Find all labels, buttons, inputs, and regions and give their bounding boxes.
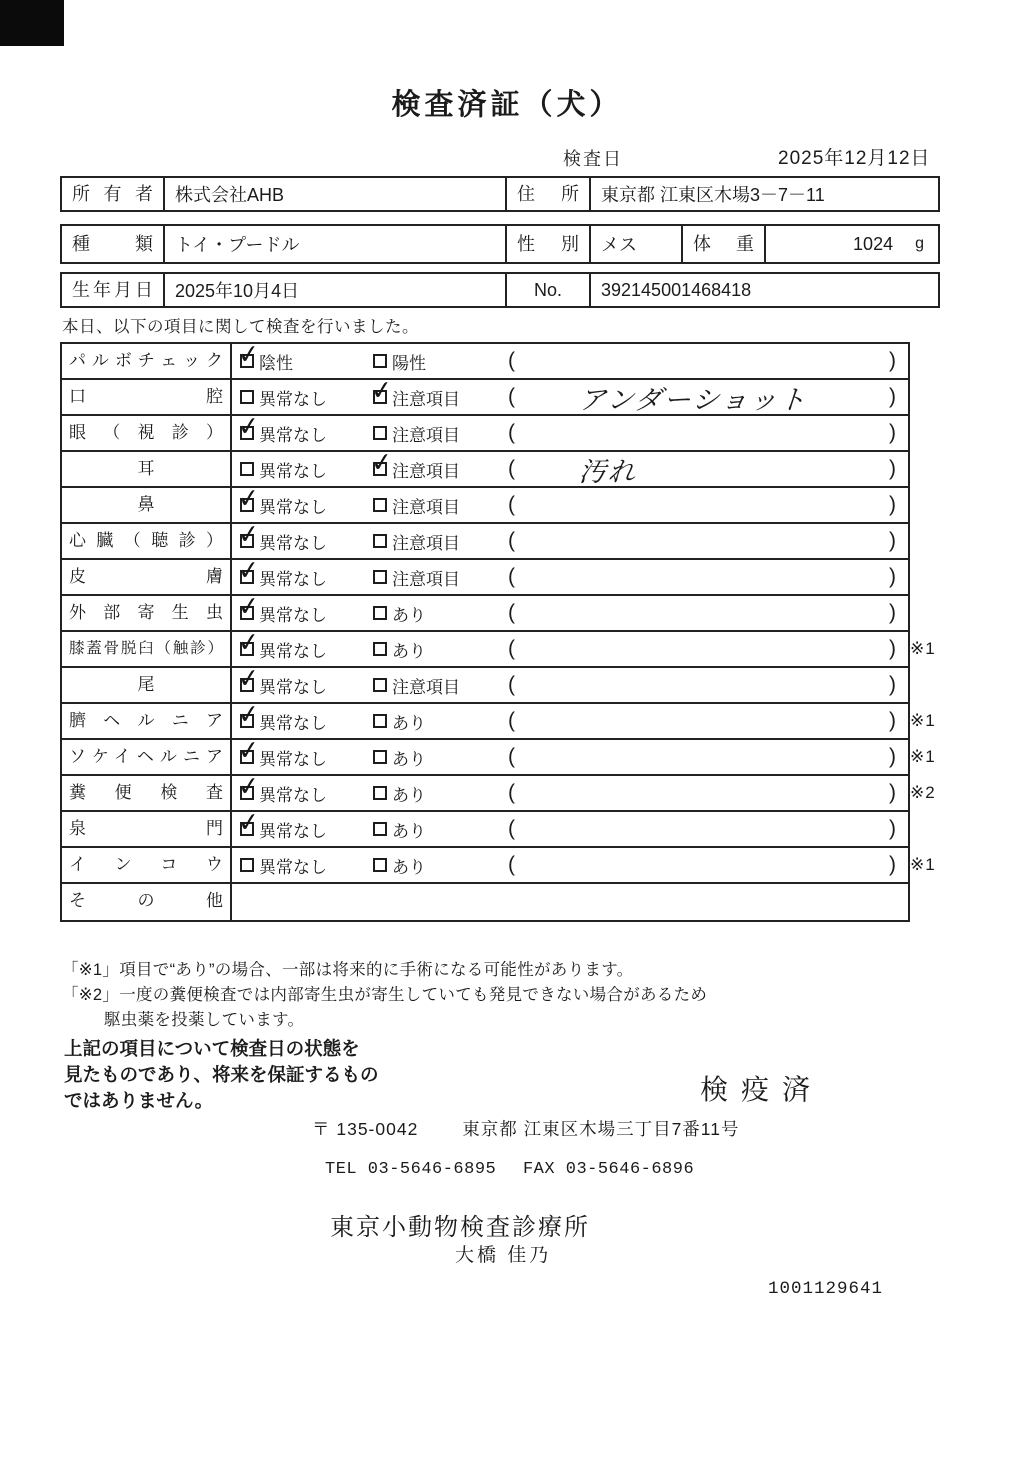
checkbox: [236, 482, 262, 516]
checkmark: ✓: [236, 482, 262, 516]
option-2: 注意項目: [373, 493, 506, 518]
option-1: ✓ 陰性: [236, 338, 293, 373]
paren-close: ): [889, 853, 896, 876]
breed-sex-weight-row: [60, 224, 940, 264]
item-label: 糞便検査: [62, 776, 232, 810]
paren-open: (: [508, 565, 515, 588]
breed-label: 種類: [62, 226, 165, 262]
disclaimer-line-3: ではありません。: [64, 1090, 214, 1111]
clinic-name: 東京小動物検査診療所: [330, 1214, 590, 1241]
weight-label: 体重: [683, 226, 766, 262]
item-label: 皮膚: [62, 560, 232, 594]
sex-value: メス: [591, 226, 683, 262]
checkbox: [373, 426, 387, 440]
paren-open: (: [508, 817, 515, 840]
checkbox: [236, 518, 262, 552]
option-1: ✓ 異常なし: [236, 698, 327, 733]
paren-close: ): [889, 673, 896, 696]
item-label: 口腔: [62, 380, 232, 414]
paren-open: (: [508, 745, 515, 768]
row-options: [232, 848, 908, 882]
item-label: 耳: [62, 452, 232, 486]
tel-number: TEL 03-5646-6895: [325, 1160, 497, 1179]
item-label: 臍ヘルニア: [62, 704, 232, 738]
page-title: 検査済証（犬）: [391, 89, 623, 121]
table-row-nose: [62, 482, 908, 524]
paren-close: ): [889, 349, 896, 372]
birthdate-value: 2025年10月4日: [165, 274, 507, 306]
paren-close: ): [889, 529, 896, 552]
checkbox: [236, 662, 262, 696]
item-label: パルボチェック: [62, 344, 232, 378]
checkbox: [373, 750, 387, 764]
checkmark: ✓: [236, 410, 262, 444]
paren-close: ): [889, 601, 896, 624]
reference-mark: ※1: [910, 711, 936, 730]
scan-corner-artifact: [0, 0, 64, 46]
row-options: [232, 770, 908, 810]
option-2: あり: [373, 781, 506, 806]
intro-text: 本日、以下の項目に関して検査を行いました。: [62, 318, 419, 336]
owner-value: 株式会社AHB: [165, 178, 507, 210]
checkbox: [236, 770, 262, 804]
checkmark: ✓: [236, 806, 262, 840]
option-2: 注意項目: [373, 421, 506, 446]
option-1: ✓ 異常なし: [236, 806, 327, 841]
table-row-external-parasites: [62, 590, 908, 632]
paren-close: ): [889, 565, 896, 588]
option-1: ✓ 異常なし: [236, 554, 327, 589]
item-label: 尾: [62, 668, 232, 702]
disclaimer-line-2: 見たものであり、将来を保証するもの: [64, 1064, 379, 1085]
option-2: あり: [373, 637, 506, 662]
row-options: [232, 518, 908, 558]
checkmark: ✓: [236, 770, 262, 804]
table-row-parvo: [62, 338, 908, 380]
paren-close: ): [889, 493, 896, 516]
checkbox: [373, 786, 387, 800]
weight-value: 1024: [853, 233, 894, 254]
option-1: ✓ 異常なし: [236, 518, 327, 553]
checkbox: [373, 642, 387, 656]
option-1: 異常なし: [240, 853, 373, 878]
inspection-date-label: 検査日: [563, 149, 623, 169]
clinic-address: 東京都 江東区木場三丁目7番11号: [462, 1119, 740, 1139]
option-1: ✓ 異常なし: [236, 482, 327, 517]
paren-close: ): [889, 421, 896, 444]
checkbox: [236, 698, 262, 732]
inspection-table: [60, 338, 936, 922]
checkbox: [236, 626, 262, 660]
sex-label: 性別: [507, 226, 591, 262]
table-row-skin: [62, 554, 908, 596]
option-2: あり: [373, 709, 506, 734]
table-row-tail: [62, 662, 908, 704]
checkbox: [373, 606, 387, 620]
paren-close: ): [889, 457, 896, 480]
veterinarian-name: 大橋 佳乃: [455, 1245, 552, 1266]
option-2: あり: [373, 745, 506, 770]
paren-open: (: [508, 673, 515, 696]
option-2: あり: [373, 601, 506, 626]
checkbox: [236, 554, 262, 588]
checkmark: ✓: [236, 554, 262, 588]
checkmark: ✓: [369, 374, 395, 408]
inspection-date-value: 2025年12月12日: [778, 148, 931, 169]
owner-label: 所有者: [62, 178, 165, 210]
checkbox: [240, 858, 254, 872]
paren-close: ): [889, 745, 896, 768]
birthdate-number-row: [60, 272, 940, 308]
checkmark: ✓: [236, 662, 262, 696]
paren-close: ): [889, 817, 896, 840]
table-row-other: [62, 884, 908, 920]
table-row-umbilical-hernia: [62, 698, 936, 740]
checkbox: [373, 714, 387, 728]
paren-open: (: [508, 853, 515, 876]
footnote-2-line2: 駆虫薬を投薬しています。: [104, 1011, 305, 1029]
table-row-patella: [62, 626, 936, 668]
table-row-ears: [62, 446, 908, 488]
checkmark: ✓: [236, 590, 262, 624]
checkbox: [240, 462, 254, 476]
option-1: ✓ 異常なし: [236, 410, 327, 445]
paren-open: (: [508, 637, 515, 660]
address-label: 住所: [507, 178, 591, 210]
row-options: [232, 698, 908, 738]
option-1: ✓ 異常なし: [236, 662, 327, 697]
row-options: [232, 446, 908, 487]
row-options: [232, 626, 908, 666]
no-value: 392145001468418: [601, 279, 752, 300]
checkbox: [369, 374, 395, 408]
paren-close: ): [889, 709, 896, 732]
checkbox: [373, 678, 387, 692]
table-row-oral: [62, 374, 908, 416]
option-1: ✓ 異常なし: [236, 626, 327, 661]
tel-fax-line: [325, 1160, 694, 1179]
table-row-fecal-exam: [62, 770, 936, 812]
table-row-eyes: [62, 410, 908, 452]
checkmark: ✓: [369, 446, 395, 480]
handwritten-note: アンダーショット: [577, 384, 809, 415]
item-label: ソケイヘルニア: [62, 740, 232, 774]
item-label: インコウ: [62, 848, 232, 882]
reference-mark: ※2: [910, 783, 936, 802]
option-1: 異常なし: [240, 385, 373, 410]
disclaimer-line-1: 上記の項目について検査日の状態を: [64, 1038, 360, 1059]
checkbox: [240, 390, 254, 404]
reference-mark: ※1: [910, 747, 936, 766]
address-value: 東京都 江東区木場3－7－11: [601, 185, 825, 205]
checkbox: [369, 446, 395, 480]
disclaimer-text: [64, 1036, 379, 1114]
table-row-inkou: [62, 848, 936, 884]
paren-open: (: [508, 385, 515, 408]
checkbox: [236, 806, 262, 840]
row-options: [232, 884, 908, 920]
paren-open: (: [508, 709, 515, 732]
row-options: [232, 338, 908, 378]
paren-open: (: [508, 781, 515, 804]
checkmark: ✓: [236, 734, 262, 768]
weight-unit: g: [915, 235, 924, 252]
row-options: [232, 806, 908, 846]
item-label: その他: [62, 884, 232, 920]
reference-mark: ※1: [910, 639, 936, 658]
table-row-fontanelle: [62, 806, 908, 848]
option-1: 異常なし: [240, 457, 373, 482]
paren-close: ): [889, 781, 896, 804]
checkbox: [236, 338, 262, 372]
paren-open: (: [508, 601, 515, 624]
row-options: [232, 662, 908, 702]
fax-number: FAX 03-5646-6896: [522, 1160, 695, 1179]
checkmark: ✓: [236, 338, 262, 372]
row-options: [232, 374, 908, 415]
option-2: 注意項目: [373, 565, 506, 590]
item-label: 膝蓋骨脱臼（触診）: [62, 632, 232, 666]
checkbox: [373, 534, 387, 548]
table-row-inguinal-hernia: [62, 734, 936, 776]
option-2: あり: [373, 817, 506, 842]
option-1: ✓ 異常なし: [236, 734, 327, 769]
item-label: 外部寄生虫: [62, 596, 232, 630]
option-2: あり: [373, 853, 506, 878]
item-label: 鼻: [62, 488, 232, 522]
item-label: 泉門: [62, 812, 232, 846]
item-label: 眼（視診）: [62, 416, 232, 450]
quarantine-stamp: 検疫済: [700, 1074, 824, 1105]
row-options: [232, 482, 908, 522]
reference-mark: ※1: [910, 855, 936, 874]
option-2: 注意項目: [373, 529, 506, 554]
postal-code: 〒 135-0042: [312, 1119, 419, 1139]
checkbox: [236, 590, 262, 624]
paren-close: ): [889, 385, 896, 408]
handwritten-note: 汚れ: [577, 456, 638, 487]
no-label: No.: [507, 274, 591, 306]
option-2: 陽性: [373, 349, 506, 374]
option-1: ✓ 異常なし: [236, 770, 327, 805]
paren-open: (: [508, 421, 515, 444]
row-options: [232, 590, 908, 630]
option-2: ✓ 注意項目: [369, 374, 460, 409]
checkbox: [236, 734, 262, 768]
birthdate-label: 生年月日: [62, 274, 165, 306]
paren-close: ): [889, 637, 896, 660]
checkmark: ✓: [236, 518, 262, 552]
row-options: [232, 554, 908, 594]
breed-value: トイ・プードル: [165, 226, 507, 262]
paren-open: (: [508, 349, 515, 372]
footnote-1: 「※1」項目で“あり”の場合、一部は将来的に手術になる可能性があります。: [62, 961, 634, 979]
checkbox: [373, 822, 387, 836]
checkbox: [373, 354, 387, 368]
paren-open: (: [508, 529, 515, 552]
weight-value-cell: [766, 226, 938, 262]
owner-address-row: [60, 176, 940, 212]
paren-open: (: [508, 493, 515, 516]
item-label: 心臓（聴診）: [62, 524, 232, 558]
postal-address-line: [312, 1116, 739, 1141]
checkbox: [373, 858, 387, 872]
option-2: ✓ 注意項目: [369, 446, 460, 481]
paren-open: (: [508, 457, 515, 480]
table-row-heart: [62, 518, 908, 560]
serial-number: 1001129641: [768, 1279, 884, 1299]
checkbox: [373, 498, 387, 512]
row-options: [232, 734, 908, 774]
row-options: [232, 410, 908, 450]
checkbox: [236, 410, 262, 444]
checkbox: [373, 570, 387, 584]
checkmark: ✓: [236, 626, 262, 660]
option-1: ✓ 異常なし: [236, 590, 327, 625]
footnote-2-line1: 「※2」一度の糞便検査では内部寄生虫が寄生していても発見できない場合があるため: [62, 986, 708, 1004]
checkmark: ✓: [236, 698, 262, 732]
option-2: 注意項目: [373, 673, 506, 698]
